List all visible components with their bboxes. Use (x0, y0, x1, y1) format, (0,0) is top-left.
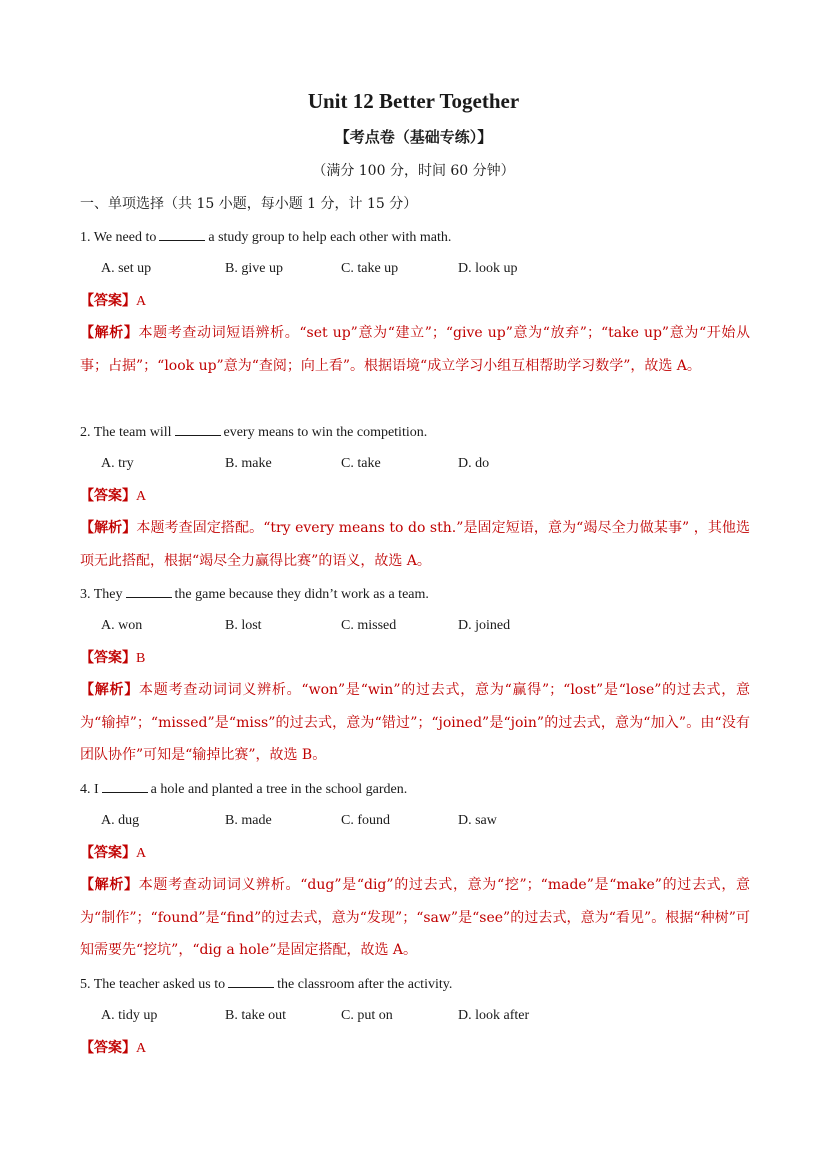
analysis-text: 本题考查固定搭配。“try every means to do sth.”是固定短语，意为“竭尽全力做某事” ，其他选项无此搭配，根据“竭尽全力赢得比赛”的语义，故选 A。 (80, 520, 751, 569)
question-text-after: the game because they didn’t work as a team. (174, 587, 429, 602)
question-1-answer (80, 290, 146, 313)
analysis-label: 【解析】 (80, 877, 139, 893)
answer-label: 【答案】 (80, 488, 136, 504)
answer-value: A (136, 489, 147, 504)
question-text-before: 4. I (80, 782, 99, 797)
question-text-before: 1. We need to (80, 230, 157, 245)
option-c: C. take (341, 456, 381, 471)
question-1 (80, 226, 760, 249)
analysis-label: 【解析】 (80, 520, 137, 536)
answer-value: A (136, 846, 147, 861)
question-text-before: 5. The teacher asked us to (80, 977, 226, 992)
option-b: B. take out (225, 1008, 287, 1023)
option-b: B. made (225, 813, 272, 828)
option-a: A. won (101, 618, 143, 633)
question-text-after: a hole and planted a tree in the school garden. (150, 782, 408, 797)
question-2 (80, 421, 760, 444)
question-1-analysis (80, 317, 750, 382)
question-text-after: every means to win the competition. (223, 425, 428, 440)
question-3-analysis (80, 674, 750, 772)
option-c: C. missed (341, 618, 397, 633)
option-d: D. joined (458, 618, 511, 633)
score-time-info: （满分 100 分，时间 60 分钟） (312, 163, 515, 179)
answer-value: A (136, 294, 147, 309)
question-3-answer (80, 647, 145, 670)
question-4-analysis (80, 869, 750, 967)
answer-label: 【答案】 (80, 1040, 136, 1056)
option-a: A. tidy up (101, 1008, 158, 1023)
option-b: B. make (225, 456, 272, 471)
question-3 (80, 583, 760, 606)
answer-value: A (136, 1041, 147, 1056)
answer-value: B (136, 651, 146, 666)
option-b: B. lost (225, 618, 262, 633)
analysis-label: 【解析】 (80, 325, 139, 341)
analysis-label: 【解析】 (80, 682, 140, 698)
answer-blank (159, 226, 205, 241)
answer-blank (102, 778, 148, 793)
document-subtitle: 【考点卷（基础专练）】 (334, 128, 493, 146)
option-d: D. saw (458, 813, 497, 828)
document-title: Unit 12 Better Together (307, 89, 520, 113)
option-d: D. look after (458, 1008, 530, 1023)
question-text-before: 2. The team will (80, 425, 172, 440)
option-a: A. try (101, 456, 134, 471)
option-d: D. do (458, 456, 490, 471)
question-2-answer (80, 485, 146, 508)
option-c: C. put on (341, 1008, 393, 1023)
question-4 (80, 778, 760, 801)
question-5 (80, 973, 760, 996)
answer-label: 【答案】 (80, 845, 136, 861)
question-2-analysis (80, 512, 750, 577)
answer-label: 【答案】 (80, 293, 136, 309)
analysis-text: 本题考查动词短语辨析。“set up”意为“建立”；“give up”意为“放弃”；“take up”意为“开始从事；占据”；“look up”意为“查阅；向上看”。根据语境“成立学习小组互相帮助学习数学”，故选 A。 (80, 325, 750, 374)
option-b: B. give up (225, 261, 283, 276)
option-a: A. dug (101, 813, 140, 828)
question-5-answer (80, 1037, 146, 1060)
option-c: C. take up (341, 261, 399, 276)
section-heading: 一、单项选择（共 15 小题，每小题 1 分，计 15 分） (80, 196, 418, 212)
option-c: C. found (341, 813, 390, 828)
answer-blank (126, 583, 172, 598)
question-text-after: the classroom after the activity. (277, 977, 453, 992)
answer-blank (228, 973, 274, 988)
option-a: A. set up (101, 261, 152, 276)
analysis-text: 本题考查动词词义辨析。“won”是“win”的过去式，意为“赢得”；“lost”是“lose”的过去式，意为“输掉”；“missed”是“miss”的过去式，意为“错过”；“joined”是“join”的过去式，意为“加入”。由“没有团队协作”可知是“输掉比赛”，故选 B。 (80, 682, 750, 763)
analysis-text: 本题考查动词词义辨析。“dug”是“dig”的过去式，意为“挖”；“made”是“make”的过去式，意为“制作”；“found”是“find”的过去式，意为“发现”；“saw”是“see”的过去式，意为“看见”。根据“种树”可知需要先“挖坑”，“dig a hole”是固定搭配，故选 A。 (80, 877, 750, 958)
answer-label: 【答案】 (80, 650, 136, 666)
question-4-answer (80, 842, 146, 865)
question-text-after: a study group to help each other with math. (208, 230, 452, 245)
option-d: D. look up (458, 261, 518, 276)
answer-blank (175, 421, 221, 436)
question-text-before: 3. They (80, 587, 123, 602)
